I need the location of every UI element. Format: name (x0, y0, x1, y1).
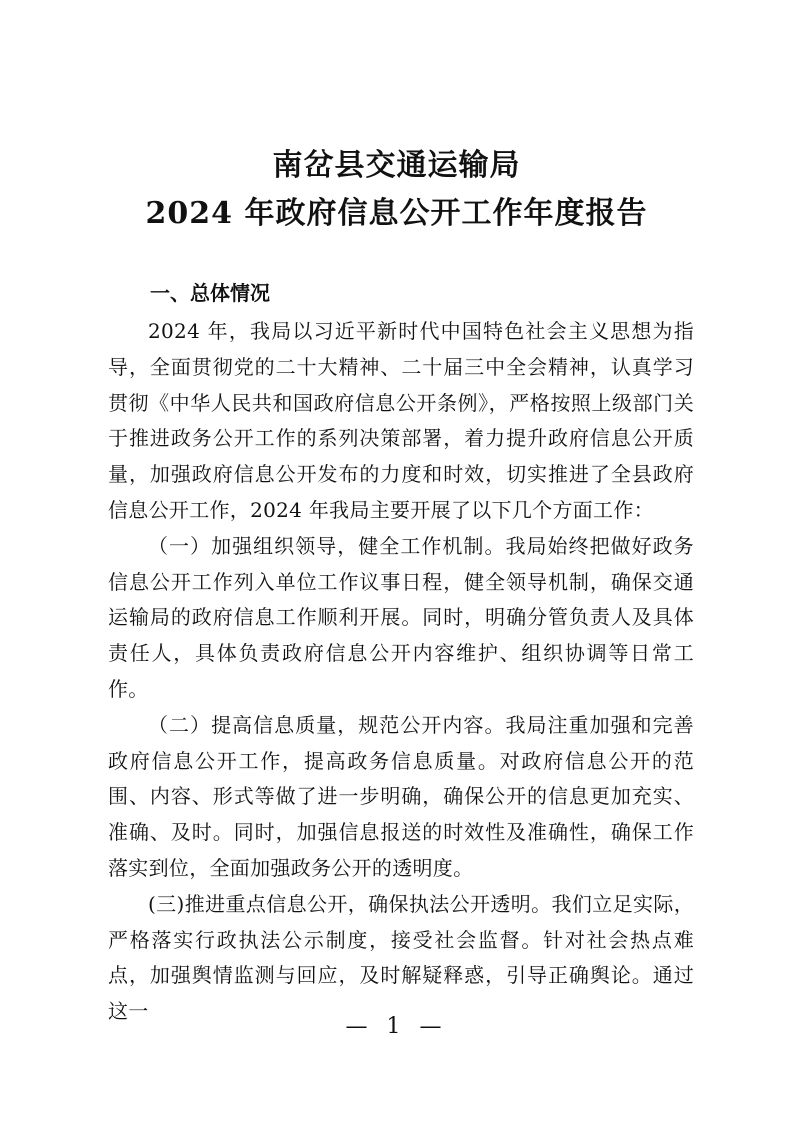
body-text (108, 314, 694, 1030)
paragraph-item-1: （一）加强组织领导，健全工作机制。我局始终把做好政务信息公开工作列入单位工作议事日程，健全领导机制，确保交通运输局的政府信息工作顺利开展。同时，明确分管负责人及具体责任人，具体负责政府信息公开内容维护、组织协调等日常工作。 (108, 533, 694, 701)
title-line-report: 2024 年政府信息公开工作年度报告 (145, 196, 648, 231)
page-number: — 1 — (345, 1014, 448, 1039)
title-line-agency: 南岔县交通运输局 (272, 148, 521, 183)
document-title (0, 142, 793, 238)
paragraph-item-2: （二）提高信息质量，规范公开内容。我局注重加强和完善政府信息公开工作，提高政务信息质量。对政府信息公开的范围、内容、形式等做了进一步明确，确保公开的信息更加充实、准确、及时。同时，加强信息报送的时效性及准确性，确保工作落实到位，全面加强政务公开的透明度。 (108, 712, 694, 880)
paragraph-intro: 2024 年，我局以习近平新时代中国特色社会主义思想为指导，全面贯彻党的二十大精神、二十届三中全会精神，认真学习贯彻《中华人民共和国政府信息公开条例》，严格按照上级部门关于推进政务公开工作的系列决策部署，着力提升政府信息公开质量，加强政府信息公开发布的力度和时效，切实推进了全县政府信息公开工作，2024 年我局主要开展了以下几个方面工作： (108, 319, 694, 522)
paragraph-item-3: (三)推进重点信息公开，确保执法公开透明。我们立足实际，严格落实行政执法公示制度，接受社会监督。针对社会热点难点，加强舆情监测与回应，及时解疑释惑，引导正确舆论。通过这一 (108, 891, 694, 1024)
section-heading-overview: 一、总体情况 (150, 281, 270, 305)
